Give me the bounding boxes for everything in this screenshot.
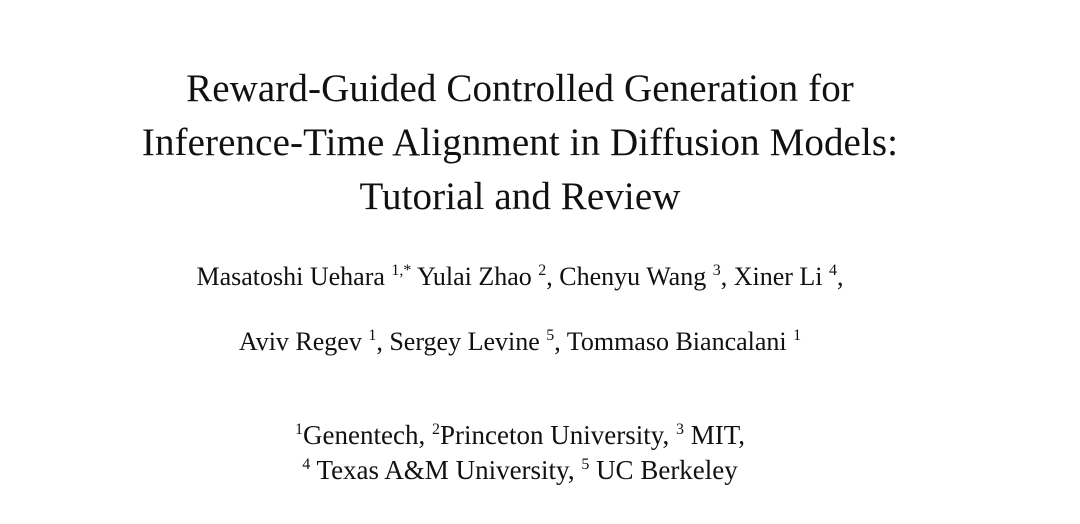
affiliation-mark: 2 xyxy=(431,421,440,438)
author-name: Aviv Regev $^1$, xyxy=(238,327,390,356)
author-affiliation-mark: 2 xyxy=(538,262,547,279)
affiliation-mark: 1 xyxy=(295,421,304,438)
author-affiliation-mark: 4 xyxy=(829,262,838,279)
author-affiliation-mark: 5 xyxy=(546,327,555,344)
author-affiliation-mark: 1 xyxy=(368,327,377,344)
author-list-line-1 xyxy=(0,262,1040,292)
author-name: Masatoshi Uehara $^{1,*}$ xyxy=(196,262,412,291)
author-name: Yulai Zhao $^2$, xyxy=(416,262,560,291)
affiliation: $^5$ UC Berkeley xyxy=(581,455,738,485)
author-list-line-2 xyxy=(0,327,1040,357)
title-line-2: Inference-Time Alignment in Diffusion Models: xyxy=(141,121,899,164)
affiliation: $^3$ MIT, xyxy=(675,420,745,450)
affiliations-line-2 xyxy=(0,455,1040,486)
author-name: Tommaso Biancalani $^1$ xyxy=(566,327,802,356)
author-name: Chenyu Wang $^3$, xyxy=(559,262,734,291)
author-affiliation-mark: 1,* xyxy=(391,262,412,279)
affiliation: $^4$ Texas A&M University, xyxy=(302,455,582,485)
affiliation: $^1$Genentech, xyxy=(295,420,432,450)
affiliation-mark: 3 xyxy=(675,421,684,438)
affiliation-mark: 4 xyxy=(302,456,311,473)
affiliations-line-1 xyxy=(0,420,1040,451)
paper-title xyxy=(0,62,1040,224)
affiliation-mark: 5 xyxy=(581,456,590,473)
title-line-3: Tutorial and Review xyxy=(359,175,681,218)
title-line-1: Reward-Guided Controlled Generation for xyxy=(186,67,854,110)
affiliation: $^2$Princeton University, xyxy=(431,420,676,450)
author-name: Xiner Li $^4$, xyxy=(733,262,844,291)
author-affiliation-mark: 1 xyxy=(793,327,802,344)
author-name: Sergey Levine $^5$, xyxy=(389,327,567,356)
author-affiliation-mark: 3 xyxy=(712,262,721,279)
